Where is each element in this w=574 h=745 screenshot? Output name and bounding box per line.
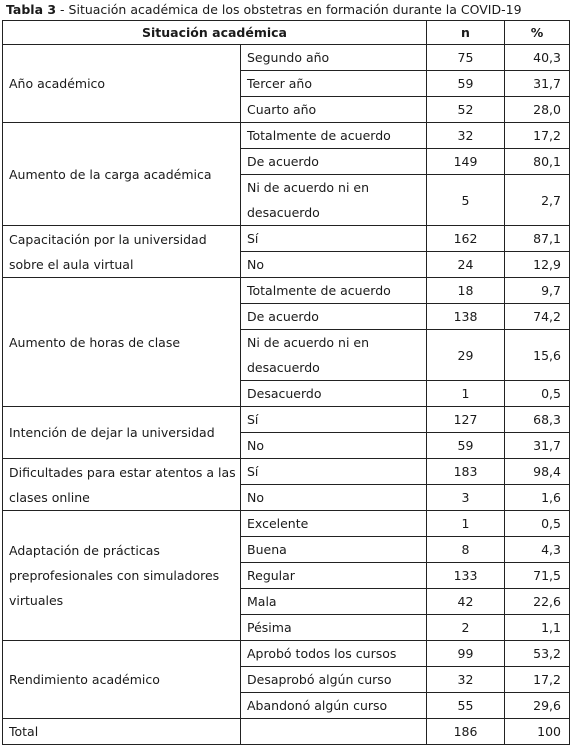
table-row bbox=[3, 45, 570, 71]
option-cell: Desacuerdo bbox=[241, 381, 427, 407]
count-cell: 8 bbox=[427, 537, 505, 563]
option-cell: De acuerdo bbox=[241, 149, 427, 175]
count-cell: 2 bbox=[427, 615, 505, 641]
percent-cell: 15,6 bbox=[505, 330, 570, 381]
category-cell: Intención de dejar la universidad bbox=[3, 407, 241, 459]
percent-cell: 68,3 bbox=[505, 407, 570, 433]
total-label: Total bbox=[3, 719, 241, 745]
total-row bbox=[3, 719, 570, 745]
option-cell: Pésima bbox=[241, 615, 427, 641]
category-cell: Dificultades para estar atentos a las clases online bbox=[3, 459, 241, 511]
count-cell: 52 bbox=[427, 97, 505, 123]
percent-cell: 29,6 bbox=[505, 693, 570, 719]
percent-cell: 71,5 bbox=[505, 563, 570, 589]
percent-cell: 12,9 bbox=[505, 252, 570, 278]
header-category: Situación académica bbox=[3, 21, 427, 45]
count-cell: 162 bbox=[427, 226, 505, 252]
category-cell: Aumento de horas de clase bbox=[3, 278, 241, 407]
percent-cell: 31,7 bbox=[505, 433, 570, 459]
option-cell: Totalmente de acuerdo bbox=[241, 278, 427, 304]
percent-cell: 87,1 bbox=[505, 226, 570, 252]
table-row bbox=[3, 407, 570, 433]
count-cell: 32 bbox=[427, 123, 505, 149]
table-row bbox=[3, 641, 570, 667]
count-cell: 24 bbox=[427, 252, 505, 278]
table-row bbox=[3, 511, 570, 537]
option-cell: Ni de acuerdo ni en desacuerdo bbox=[241, 175, 427, 226]
category-cell: Capacitación por la universidad sobre el aula virtual bbox=[3, 226, 241, 278]
percent-cell: 22,6 bbox=[505, 589, 570, 615]
option-cell: Abandonó algún curso bbox=[241, 693, 427, 719]
option-cell: No bbox=[241, 433, 427, 459]
percent-cell: 1,6 bbox=[505, 485, 570, 511]
category-cell: Adaptación de prácticas preprofesionales con simuladores virtuales bbox=[3, 511, 241, 641]
option-cell: Cuarto año bbox=[241, 97, 427, 123]
count-cell: 75 bbox=[427, 45, 505, 71]
percent-cell: 74,2 bbox=[505, 304, 570, 330]
percent-cell: 53,2 bbox=[505, 641, 570, 667]
count-cell: 1 bbox=[427, 381, 505, 407]
table-row bbox=[3, 226, 570, 252]
count-cell: 29 bbox=[427, 330, 505, 381]
count-cell: 127 bbox=[427, 407, 505, 433]
option-cell: Mala bbox=[241, 589, 427, 615]
count-cell: 3 bbox=[427, 485, 505, 511]
percent-cell: 98,4 bbox=[505, 459, 570, 485]
table-row bbox=[3, 123, 570, 149]
count-cell: 32 bbox=[427, 667, 505, 693]
count-cell: 1 bbox=[427, 511, 505, 537]
option-cell: No bbox=[241, 485, 427, 511]
header-pct: % bbox=[505, 21, 570, 45]
table-caption bbox=[6, 0, 522, 20]
percent-cell: 28,0 bbox=[505, 97, 570, 123]
total-pct: 100 bbox=[505, 719, 570, 745]
option-cell: Tercer año bbox=[241, 71, 427, 97]
percent-cell: 4,3 bbox=[505, 537, 570, 563]
option-cell: Sí bbox=[241, 459, 427, 485]
total-n: 186 bbox=[427, 719, 505, 745]
option-cell: Desaprobó algún curso bbox=[241, 667, 427, 693]
category-cell: Año académico bbox=[3, 45, 241, 123]
option-cell: No bbox=[241, 252, 427, 278]
percent-cell: 31,7 bbox=[505, 71, 570, 97]
count-cell: 42 bbox=[427, 589, 505, 615]
count-cell: 55 bbox=[427, 693, 505, 719]
total-empty-cell bbox=[241, 719, 427, 745]
percent-cell: 17,2 bbox=[505, 667, 570, 693]
category-cell: Rendimiento académico bbox=[3, 641, 241, 719]
option-cell: Aprobó todos los cursos bbox=[241, 641, 427, 667]
table-row bbox=[3, 278, 570, 304]
academic-situation-table bbox=[2, 20, 570, 745]
percent-cell: 1,1 bbox=[505, 615, 570, 641]
percent-cell: 9,7 bbox=[505, 278, 570, 304]
option-cell: De acuerdo bbox=[241, 304, 427, 330]
option-cell: Totalmente de acuerdo bbox=[241, 123, 427, 149]
header-n: n bbox=[427, 21, 505, 45]
table-body bbox=[3, 45, 570, 719]
percent-cell: 80,1 bbox=[505, 149, 570, 175]
count-cell: 183 bbox=[427, 459, 505, 485]
count-cell: 99 bbox=[427, 641, 505, 667]
percent-cell: 0,5 bbox=[505, 381, 570, 407]
percent-cell: 40,3 bbox=[505, 45, 570, 71]
table-header-row bbox=[3, 21, 570, 45]
option-cell: Excelente bbox=[241, 511, 427, 537]
option-cell: Sí bbox=[241, 226, 427, 252]
percent-cell: 17,2 bbox=[505, 123, 570, 149]
option-cell: Ni de acuerdo ni en desacuerdo bbox=[241, 330, 427, 381]
table-caption-label: Tabla 3 bbox=[6, 2, 57, 17]
option-cell: Buena bbox=[241, 537, 427, 563]
option-cell: Sí bbox=[241, 407, 427, 433]
percent-cell: 2,7 bbox=[505, 175, 570, 226]
count-cell: 133 bbox=[427, 563, 505, 589]
option-cell: Regular bbox=[241, 563, 427, 589]
count-cell: 5 bbox=[427, 175, 505, 226]
option-cell: Segundo año bbox=[241, 45, 427, 71]
count-cell: 59 bbox=[427, 71, 505, 97]
count-cell: 138 bbox=[427, 304, 505, 330]
count-cell: 149 bbox=[427, 149, 505, 175]
category-cell: Aumento de la carga académica bbox=[3, 123, 241, 226]
table-row bbox=[3, 459, 570, 485]
percent-cell: 0,5 bbox=[505, 511, 570, 537]
count-cell: 18 bbox=[427, 278, 505, 304]
count-cell: 59 bbox=[427, 433, 505, 459]
table-caption-text: - Situación académica de los obstetras en formación durante la COVID-19 bbox=[56, 2, 522, 17]
